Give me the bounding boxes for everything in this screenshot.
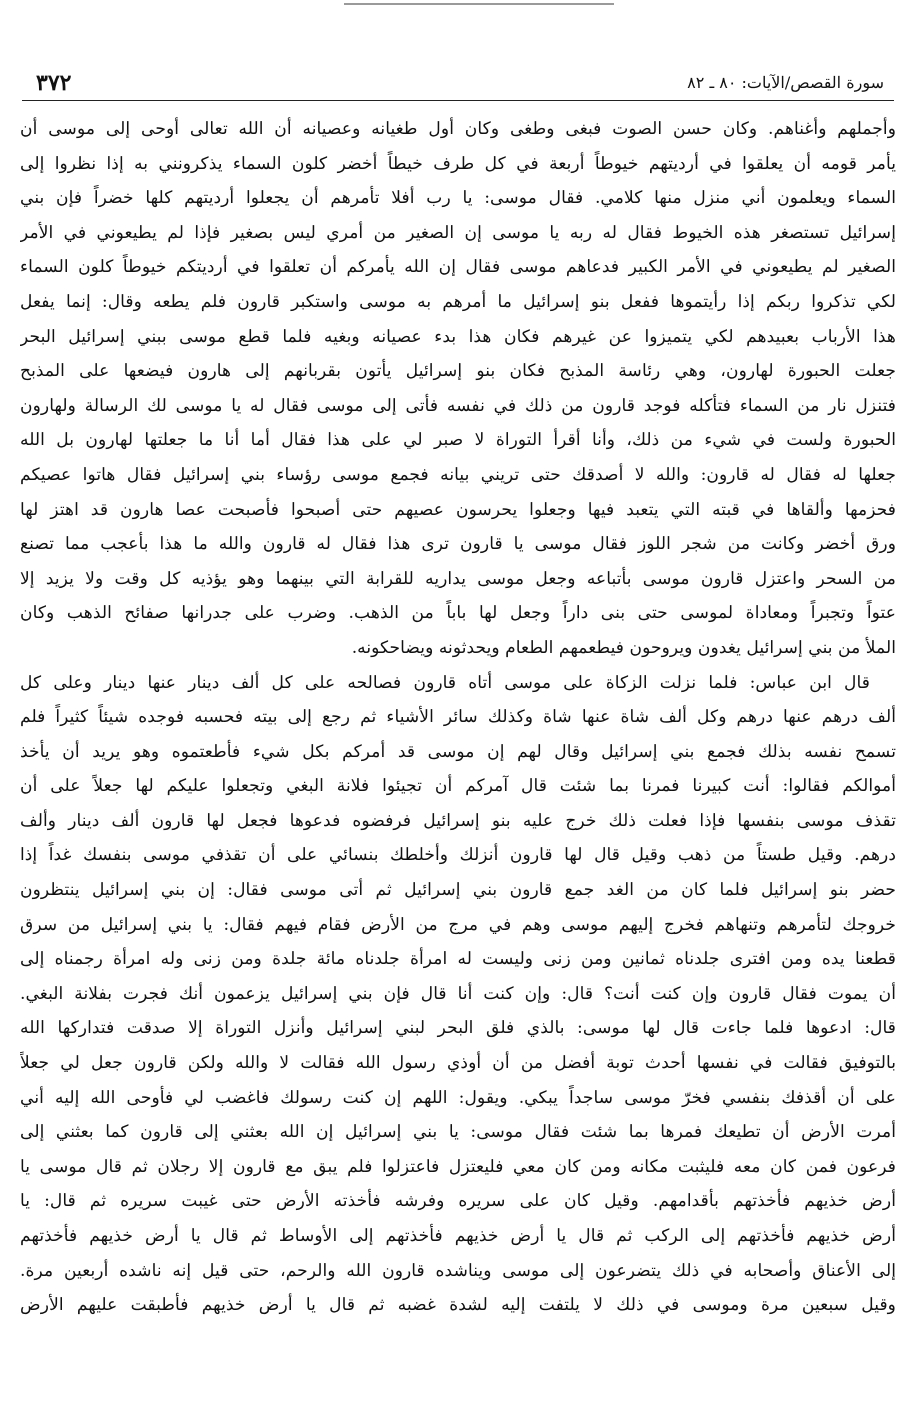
text-line: حضر بنو إسرائيل فلما كان من الغد جمع قارون بني إسرائيل ثم أتى موسى فقال: إن بني إسرائيل ينتظرون [20,880,896,901]
text-line: فرعون فمن كان معه فليثبت مكانه ومن كان معي فليعتزل فاعتزلوا فلم يبق مع قارون إلا رجلان ثم قال موسى يا [20,1156,896,1177]
text-line: إسرائيل تستصغر هذه الخيوط فقال له ربه يا موسى إن الصغير من أمري ليس بصغير فإذا لم يطيعوني في الأمر [20,222,896,243]
text-line: على أن أقذفك بنفسي فخرّ موسى ساجداً يبكي. ويقول: اللهم إن كنت رسولك فاغضب لي فأوحى الله إليه أني [20,1087,896,1108]
text-line: الصغير لم يطيعوني في الأمر الكبير فدعاهم موسى فقال إن الله يأمركم أن تعلقوا في أرديتكم خيوطاً كلون السماء [20,257,896,278]
text-line: خروجك لتأمرهم وتنهاهم فخرج إليهم موسى وهم في مرج من الأرض فقام فيهم فقال: يا بني إسرائيل من سرق [20,914,896,935]
page-number: ٣٧٢ [36,70,72,96]
body-text [20,112,896,1392]
text-line: هذا الأرباب بعبيدهم لكي يتميزوا عن غيرهم فكان هذا بدء عصيانه وبغيه فلما قطع موسى ببني إسرائيل البحر [20,326,896,347]
text-line: أن يموت فقال قارون وإن كنت أنت؟ قال: وإن كنت أنا قال فإن بني إسرائيل يزعمون أنك فجرت بفلانة البغي. [20,983,896,1004]
page-header [22,66,894,101]
text-line: أرض خذيهم فأخذتهم إلى الركب ثم قال يا أرض خذيهم فأخذتهم إلى الأوساط ثم قال يا أرض خذيهم فأخذتهم [20,1226,896,1246]
text-line: إلى الأعناق وأصحابه في ذلك يتضرعون إلى موسى ويناشده قارون الله والرحم، حتى قيل إنه ناشده أربعين مرة. [20,1260,896,1281]
text-line: فتنزل نار من السماء فتأكله فوجد قارون من ذلك في نفسه فأتى إلى موسى فقال له يا موسى لك الرسالة ولهارون [20,395,896,416]
paragraph-start-line: قال ابن عباس: فلما نزلت الزكاة على موسى أتاه قارون فصالحه على كل ألف دينار عنها دينار وعلى كل [20,672,870,693]
text-line: جعلت الحبورة لهارون، وهي رئاسة المذبح فكان بنو إسرائيل يأتون بقربانهم إلى هارون فيضعها على المذبح [20,361,896,382]
text-line: أموالكم فقالوا: أنت كبيرنا فمرنا بما شئت قال آمركم أن تجيئوا فلانة البغي وتجعلوا عليكم لها جعلاً على أن [20,776,896,797]
text-line: ألف درهم عنها درهم وكل ألف شاة عنها شاة وكذلك سائر الأشياء ثم رجع إلى بيته فحسبه فوجده شيئاً كثيراً فلم [20,707,896,728]
text-line: تقذف موسى بنفسها فإذا فعلت ذلك خرج عليه بنو إسرائيل فرفضوه فدعوها فجعل لها قارون ألف دينار وألف [20,810,896,831]
text-line: أمرت الأرض أن تطيعك فمرها بما شئت فقال موسى: يا بني إسرائيل إن الله بعثني إلى قارون كما بعثني إلى [20,1122,896,1143]
text-line: تسمح نفسه بذلك فجمع بني إسرائيل وقال لهم إن موسى قد أمركم بكل شيء فأطعتموه وهو يريد أن يأخذ [20,741,896,762]
text-line: قطعنا يده ومن افترى جلدناه ثمانين ومن زنى وليست له امرأة جلدناه مائة جلدة ومن زنى وله امرأة رجمناه إلى [20,949,896,970]
text-line: قال: ادعوها فلما جاءت قال لها موسى: بالذي فلق البحر لبني إسرائيل وأنزل التوراة إلا صدقت فتداركها الله [20,1018,896,1039]
text-line: جعلها له فقال له قارون: والله لا أصدقك حتى تريني بيانه فجمع موسى رؤساء بني إسرائيل فقال هاتوا عصيكم [20,464,896,485]
text-line: لكي تذكروا ربكم إذا رأيتموها ففعل بنو إسرائيل ما أمرهم به موسى واستكبر قارون فلم يطعه وقال: إنما يفعل [20,291,896,312]
paragraph-end-line: الملأ من بني إسرائيل يغدون ويروحون فيطعمهم الطعام ويحدثونه ويضاحكونه. [351,637,896,658]
text-line: ورق أخضر وكانت من شجر اللوز فقال موسى يا قارون ترى هذا فقال له قارون والله ما هذا بأعجب مما تصنع [20,534,896,555]
text-line: عتواً وتجبراً ومعاداة لموسى حتى بنى داراً وجعل لها باباً من الذهب. وضرب على جدرانها صفائح الذهب وكان [20,603,896,624]
text-line: يأمر قومه أن يعلقوا في أرديتهم خيوطاً أربعة في كل طرف خيطاً أخضر كلون السماء يذكرونني به إذا نظروا إلى [20,153,896,174]
text-line: درهم. وقيل طستاً من ذهب وقيل قال لها قارون أنزلك وأخلطك بنسائي على أن تقذفي موسى بنفسك غداً إذا [20,845,896,866]
text-line: أرض خذيهم فأخذتهم بأقدامهم. وقيل كان على سريره وفرشه فأخذته الأرض حتى غيبت سريره ثم قال: يا [20,1191,896,1212]
running-title: سورة القصص/الآيات: ٨٠ ـ ٨٢ [687,73,884,92]
scan-edge-mark [344,3,614,5]
text-line: من السحر واعتزل قارون موسى بأتباعه وجعل موسى يداريه للقرابة التي بينهما وهو يؤذيه كل وقت ولا يزيد إلا [20,568,896,589]
text-line: فحزمها وألقاها في قبته التي يتعبد فيها وجعلوا يحرسون عصيهم حتى أصبحوا فأصبحت عصا هارون قد اهتز لها [20,499,896,520]
text-line: وقيل سبعين مرة وموسى في ذلك لا يلتفت إليه لشدة غضبه ثم قال يا أرض خذيهم فأطبقت عليهم الأرض [20,1295,896,1316]
text-line: وأجملهم وأغناهم. وكان حسن الصوت فبغى وطغى وكان أول طغيانه وعصيانه أن الله تعالى أوحى إلى موسى أن [20,119,896,139]
text-line: الحبورة ولست في شيء من ذلك، وأنا أقرأ التوراة لا صبر لي على هذا فقال أما أنا ما جعلتها لهارون بل الله [20,430,896,451]
text-line: السماء ويعلمون أني منزل منها كلامي. فقال موسى: يا رب أفلا تأمرهم أن يجعلوا أرديتهم كلها خضراً فإن بني [20,188,896,209]
text-line: بالتوفيق فقالت في نفسها أحدث توبة أفضل من أن أوذي رسول الله فقالت لا والله ولكن قارون جعل لي جعلاً [20,1053,896,1074]
